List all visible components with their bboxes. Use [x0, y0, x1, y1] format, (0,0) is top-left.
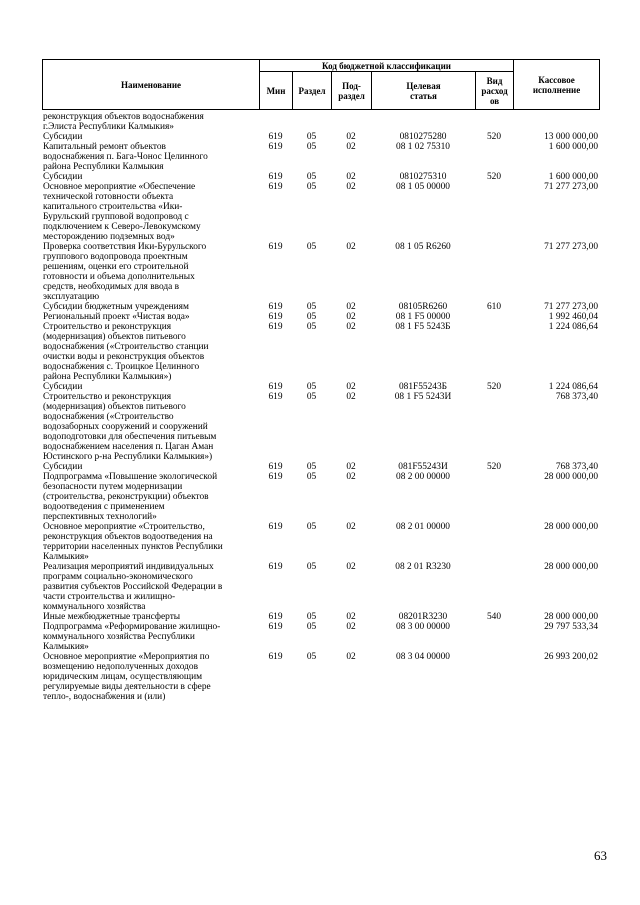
cell-summa: 1 224 086,64	[548, 382, 598, 392]
cell-razdel: 05	[306, 522, 317, 532]
cell-statya: 08 1 05 00000	[396, 182, 450, 192]
cell-vid: 520	[486, 172, 502, 182]
table-row	[42, 522, 599, 562]
header-kassovoe	[514, 60, 600, 110]
header-kassovoe-line1: Кассовое	[538, 74, 575, 85]
cell-podrazdel: 02	[346, 652, 356, 662]
cell-min: 619	[268, 302, 283, 312]
cell-razdel: 05	[306, 182, 317, 192]
cell-vid	[475, 562, 513, 612]
cell-name-line: программ социально-экономического	[43, 572, 193, 582]
cell-vid: 520	[486, 132, 502, 142]
cell-name-line: части строительства и жилищно-	[43, 592, 176, 602]
cell-name-line: Региональный проект «Чистая вода»	[43, 312, 190, 322]
cell-name-line: (строительства, реконструкции) объектов	[43, 492, 209, 502]
cell-name-line: водоснабжения («Строительство	[43, 412, 174, 422]
cell-min: 619	[268, 142, 283, 152]
cell-name-line: Основное мероприятие «Строительство,	[43, 522, 205, 532]
cell-summa	[513, 112, 599, 132]
cell-name-line: Субсидии	[43, 172, 83, 182]
cell-name-line: капитального строительства «Ики-	[43, 202, 183, 212]
cell-podrazdel: 02	[346, 462, 356, 472]
cell-podrazdel: 02	[346, 312, 356, 322]
cell-min: 619	[268, 562, 283, 572]
cell-name	[42, 112, 259, 132]
cell-razdel: 05	[306, 312, 317, 322]
cell-name	[42, 132, 259, 142]
cell-name-line: реконструкция объектов водоотведения на	[43, 532, 213, 542]
cell-podrazdel: 02	[346, 522, 356, 532]
cell-razdel: 05	[306, 142, 317, 152]
table-row	[42, 562, 599, 612]
cell-name-line: района Республики Калмыкия	[43, 162, 164, 172]
cell-name-line: Калмыкия»	[43, 642, 89, 652]
cell-min: 619	[268, 612, 283, 622]
cell-name-line: перспективных технологий»	[43, 512, 157, 522]
cell-min: 619	[268, 182, 283, 192]
cell-min: 619	[268, 242, 283, 252]
cell-statya: 081F55243Б	[398, 382, 448, 392]
header-kbk: Код бюджетной классификации	[260, 60, 514, 72]
cell-vid	[475, 522, 513, 562]
header-podrazdel-line1: Под-	[342, 80, 361, 91]
cell-name-line: водозаборных сооружений и сооружений	[43, 422, 208, 432]
table-row	[42, 652, 599, 702]
table-row	[42, 472, 599, 522]
cell-razdel: 05	[306, 302, 317, 312]
cell-name	[42, 472, 259, 522]
cell-summa: 28 000 000,00	[544, 522, 598, 532]
cell-name-line: территории населенных пунктов Республики	[43, 542, 223, 552]
cell-vid: 610	[486, 302, 502, 312]
cell-name-line: безопасности путем модернизации	[43, 482, 183, 492]
cell-summa: 28 000 000,00	[544, 612, 598, 622]
cell-name-line: регулируемые виды деятельности в сфере	[43, 682, 211, 692]
cell-name-line: подключением к Северо-Левокумскому	[43, 222, 201, 232]
cell-name-line: коммунального хозяйства	[43, 602, 146, 612]
cell-vid	[475, 142, 513, 172]
header-min: Мин	[260, 72, 293, 110]
cell-name	[42, 652, 259, 702]
cell-razdel: 05	[306, 562, 317, 572]
cell-min: 619	[268, 172, 283, 182]
table-row	[42, 142, 599, 172]
cell-razdel: 05	[306, 612, 317, 622]
cell-name-line: Иные межбюджетные трансферты	[43, 612, 181, 622]
cell-name-line: Бурульский групповой водопровод с	[43, 212, 189, 222]
cell-vid: 520	[486, 382, 502, 392]
cell-name-line: Реализация мероприятий индивидуальных	[43, 562, 214, 572]
cell-podrazdel: 02	[346, 562, 356, 572]
cell-statya: 08 1 F5 5243И	[394, 392, 452, 402]
cell-statya: 081F55243И	[398, 462, 448, 472]
cell-summa: 28 000 000,00	[544, 562, 598, 572]
cell-statya: 0810275310	[399, 172, 447, 182]
cell-min: 619	[268, 462, 283, 472]
cell-statya: 08 1 F5 00000	[395, 312, 451, 322]
table-row	[42, 382, 599, 392]
cell-podrazdel: 02	[346, 132, 356, 142]
cell-name-line: г.Элиста Республики Калмыкия»	[43, 122, 174, 132]
cell-min: 619	[268, 312, 283, 322]
cell-name	[42, 392, 259, 462]
cell-name	[42, 302, 259, 312]
cell-vid	[475, 112, 513, 132]
cell-name	[42, 612, 259, 622]
cell-statya: 08 1 05 R6260	[395, 242, 451, 252]
cell-statya: 08 3 04 00000	[396, 652, 450, 662]
cell-summa: 1 600 000,00	[548, 142, 598, 152]
cell-name-line: (модернизация) объектов питьевого	[43, 402, 186, 412]
cell-name-line: тепло-, водоснабжения и (или)	[43, 692, 166, 702]
cell-name-line: Подпрограмма «Реформирование жилищно-	[43, 622, 221, 632]
cell-name-line: Юстинского р-на Республики Калмыкия»)	[43, 452, 213, 462]
table-row	[42, 622, 599, 652]
cell-name	[42, 622, 259, 652]
cell-podrazdel: 02	[346, 472, 356, 482]
cell-min: 619	[268, 382, 283, 392]
cell-name-line: реконструкция объектов водоснабжения	[43, 112, 204, 122]
cell-name-line: Основное мероприятие «Мероприятия по	[43, 652, 210, 662]
cell-summa: 71 277 273,00	[544, 182, 598, 192]
cell-razdel: 05	[306, 462, 317, 472]
table-row	[42, 132, 599, 142]
header-vid-line2: расход	[481, 85, 508, 96]
cell-min: 619	[268, 522, 283, 532]
cell-name-line: водоснабжения с. Троицкое Целинного	[43, 362, 200, 372]
cell-podrazdel	[331, 112, 371, 132]
cell-summa: 71 277 273,00	[544, 242, 598, 252]
cell-name	[42, 182, 259, 242]
table-row	[42, 242, 599, 302]
cell-name-line: района Республики Калмыкия»)	[43, 372, 172, 382]
cell-summa: 29 797 533,34	[544, 622, 598, 632]
table-row	[42, 112, 599, 132]
cell-name-line: готовности и объема дополнительных	[43, 272, 195, 282]
cell-summa: 1 992 460,04	[548, 312, 598, 322]
cell-statya: 0810275280	[399, 132, 447, 142]
cell-statya: 08 2 01 R3230	[395, 562, 451, 572]
cell-summa: 28 000 000,00	[544, 472, 598, 482]
cell-name-line: технической готовности объекта	[43, 192, 174, 202]
cell-statya: 08 2 01 00000	[396, 522, 450, 532]
budget-table-body	[42, 112, 599, 702]
cell-name-line: Капитальный ремонт объектов	[43, 142, 166, 152]
cell-vid: 540	[486, 612, 502, 622]
cell-name-line: Субсидии	[43, 462, 83, 472]
cell-min: 619	[268, 652, 283, 662]
cell-razdel: 05	[306, 392, 317, 402]
cell-name-line: (модернизация) объектов питьевого	[43, 332, 186, 342]
cell-name	[42, 312, 259, 322]
cell-podrazdel: 02	[346, 322, 356, 332]
cell-podrazdel: 02	[346, 612, 356, 622]
cell-vid	[475, 392, 513, 462]
cell-summa: 26 993 200,02	[544, 652, 598, 662]
cell-podrazdel: 02	[346, 142, 356, 152]
cell-name	[42, 142, 259, 172]
header-razdel: Раздел	[293, 72, 332, 110]
cell-name	[42, 242, 259, 302]
cell-vid	[475, 182, 513, 242]
cell-name-line: очистки воды и реконструкция объектов	[43, 352, 205, 362]
cell-name-line: водоснабжением населения п. Цаган Аман	[43, 442, 214, 452]
cell-summa: 1 600 000,00	[548, 172, 598, 182]
header-tselevaya-line1: Целевая	[406, 80, 441, 91]
cell-podrazdel: 02	[346, 382, 356, 392]
header-kassovoe-line2: исполнение	[532, 84, 581, 95]
header-name: Наименование	[43, 60, 260, 110]
header-tselevaya	[372, 72, 476, 110]
cell-podrazdel: 02	[346, 172, 356, 182]
cell-statya: 08105R6260	[398, 302, 448, 312]
cell-statya: 08 1 F5 5243Б	[395, 322, 451, 332]
cell-name-line: Субсидии	[43, 132, 83, 142]
cell-razdel: 05	[306, 132, 317, 142]
cell-name-line: Основное мероприятие «Обеспечение	[43, 182, 196, 192]
cell-vid	[475, 622, 513, 652]
cell-name-line: водоподготовки для обеспечения питьевым	[43, 432, 217, 442]
table-row	[42, 322, 599, 382]
cell-name-line: группового водопровода проектным	[43, 252, 188, 262]
table-row	[42, 612, 599, 622]
cell-name-line: Строительство и реконструкция	[43, 322, 172, 332]
cell-name-line: средств, необходимых для ввода в	[43, 282, 180, 292]
table-row	[42, 302, 599, 312]
cell-podrazdel: 02	[346, 622, 356, 632]
cell-name-line: водоснабжения («Строительство станции	[43, 342, 209, 352]
cell-min: 619	[268, 622, 283, 632]
cell-name-line: развития субъектов Российской Федерации в	[43, 582, 223, 592]
cell-podrazdel: 02	[346, 392, 356, 402]
cell-name-line: Строительство и реконструкция	[43, 392, 172, 402]
cell-name-line: решениям, оценки его строительной	[43, 262, 189, 272]
table-row	[42, 462, 599, 472]
cell-summa: 71 277 273,00	[544, 302, 598, 312]
cell-name-line: Субсидии бюджетным учреждениям	[43, 302, 189, 312]
cell-name	[42, 522, 259, 562]
cell-min	[259, 112, 292, 132]
header-podrazdel-line2: раздел	[338, 90, 365, 101]
cell-summa: 1 224 086,64	[548, 322, 598, 332]
cell-razdel	[292, 112, 331, 132]
cell-min: 619	[268, 472, 283, 482]
header-vid	[476, 72, 514, 110]
cell-name-line: возмещению недополученных доходов	[43, 662, 199, 672]
cell-name-line: Проверка соответствия Ики-Бурульского	[43, 242, 207, 252]
cell-name	[42, 172, 259, 182]
cell-summa: 13 000 000,00	[544, 132, 598, 142]
cell-vid: 520	[486, 462, 502, 472]
cell-statya: 08 2 00 00000	[396, 472, 450, 482]
cell-name	[42, 462, 259, 472]
cell-min: 619	[268, 392, 283, 402]
cell-name-line: Субсидии	[43, 382, 83, 392]
cell-statya: 08201R3230	[398, 612, 448, 622]
cell-min: 619	[268, 132, 283, 142]
cell-razdel: 05	[306, 622, 317, 632]
cell-razdel: 05	[306, 382, 317, 392]
cell-vid	[475, 472, 513, 522]
cell-podrazdel: 02	[346, 242, 356, 252]
cell-razdel: 05	[306, 322, 317, 332]
cell-vid	[475, 242, 513, 302]
header-vid-line3: ов	[489, 95, 500, 106]
header-podrazdel	[332, 72, 372, 110]
budget-table	[42, 112, 599, 702]
header-vid-line1: Вид	[486, 75, 503, 86]
cell-name	[42, 322, 259, 382]
cell-vid	[475, 312, 513, 322]
cell-podrazdel: 02	[346, 182, 356, 192]
cell-razdel: 05	[306, 652, 317, 662]
cell-podrazdel: 02	[346, 302, 356, 312]
cell-vid	[475, 322, 513, 382]
cell-name-line: водоснабжения п. Бага-Чонос Целинного	[43, 152, 208, 162]
cell-statya: 08 1 02 75310	[396, 142, 450, 152]
cell-name-line: водоотведения с применением	[43, 502, 165, 512]
table-row	[42, 172, 599, 182]
cell-statya	[371, 112, 475, 132]
cell-razdel: 05	[306, 472, 317, 482]
table-row	[42, 182, 599, 242]
cell-min: 619	[268, 322, 283, 332]
table-row	[42, 392, 599, 462]
page-number: 63	[594, 848, 607, 863]
cell-name-line: юридическим лицам, осуществляющим	[43, 672, 203, 682]
cell-name	[42, 562, 259, 612]
table-row	[42, 312, 599, 322]
cell-name-line: Калмыкия»	[43, 552, 89, 562]
table-header	[42, 59, 600, 110]
cell-name-line: эксплуатацию	[43, 292, 100, 302]
header-tselevaya-line2: статья	[410, 90, 437, 101]
cell-statya: 08 3 00 00000	[396, 622, 450, 632]
cell-name-line: Подпрограмма «Повышение экологической	[43, 472, 218, 482]
cell-razdel: 05	[306, 172, 317, 182]
cell-razdel: 05	[306, 242, 317, 252]
cell-summa: 768 373,40	[555, 392, 598, 402]
cell-vid	[475, 652, 513, 702]
cell-summa: 768 373,40	[555, 462, 598, 472]
cell-name-line: коммунального хозяйства Республики	[43, 632, 195, 642]
cell-name	[42, 382, 259, 392]
cell-name-line: месторождению подземных вод»	[43, 232, 175, 242]
